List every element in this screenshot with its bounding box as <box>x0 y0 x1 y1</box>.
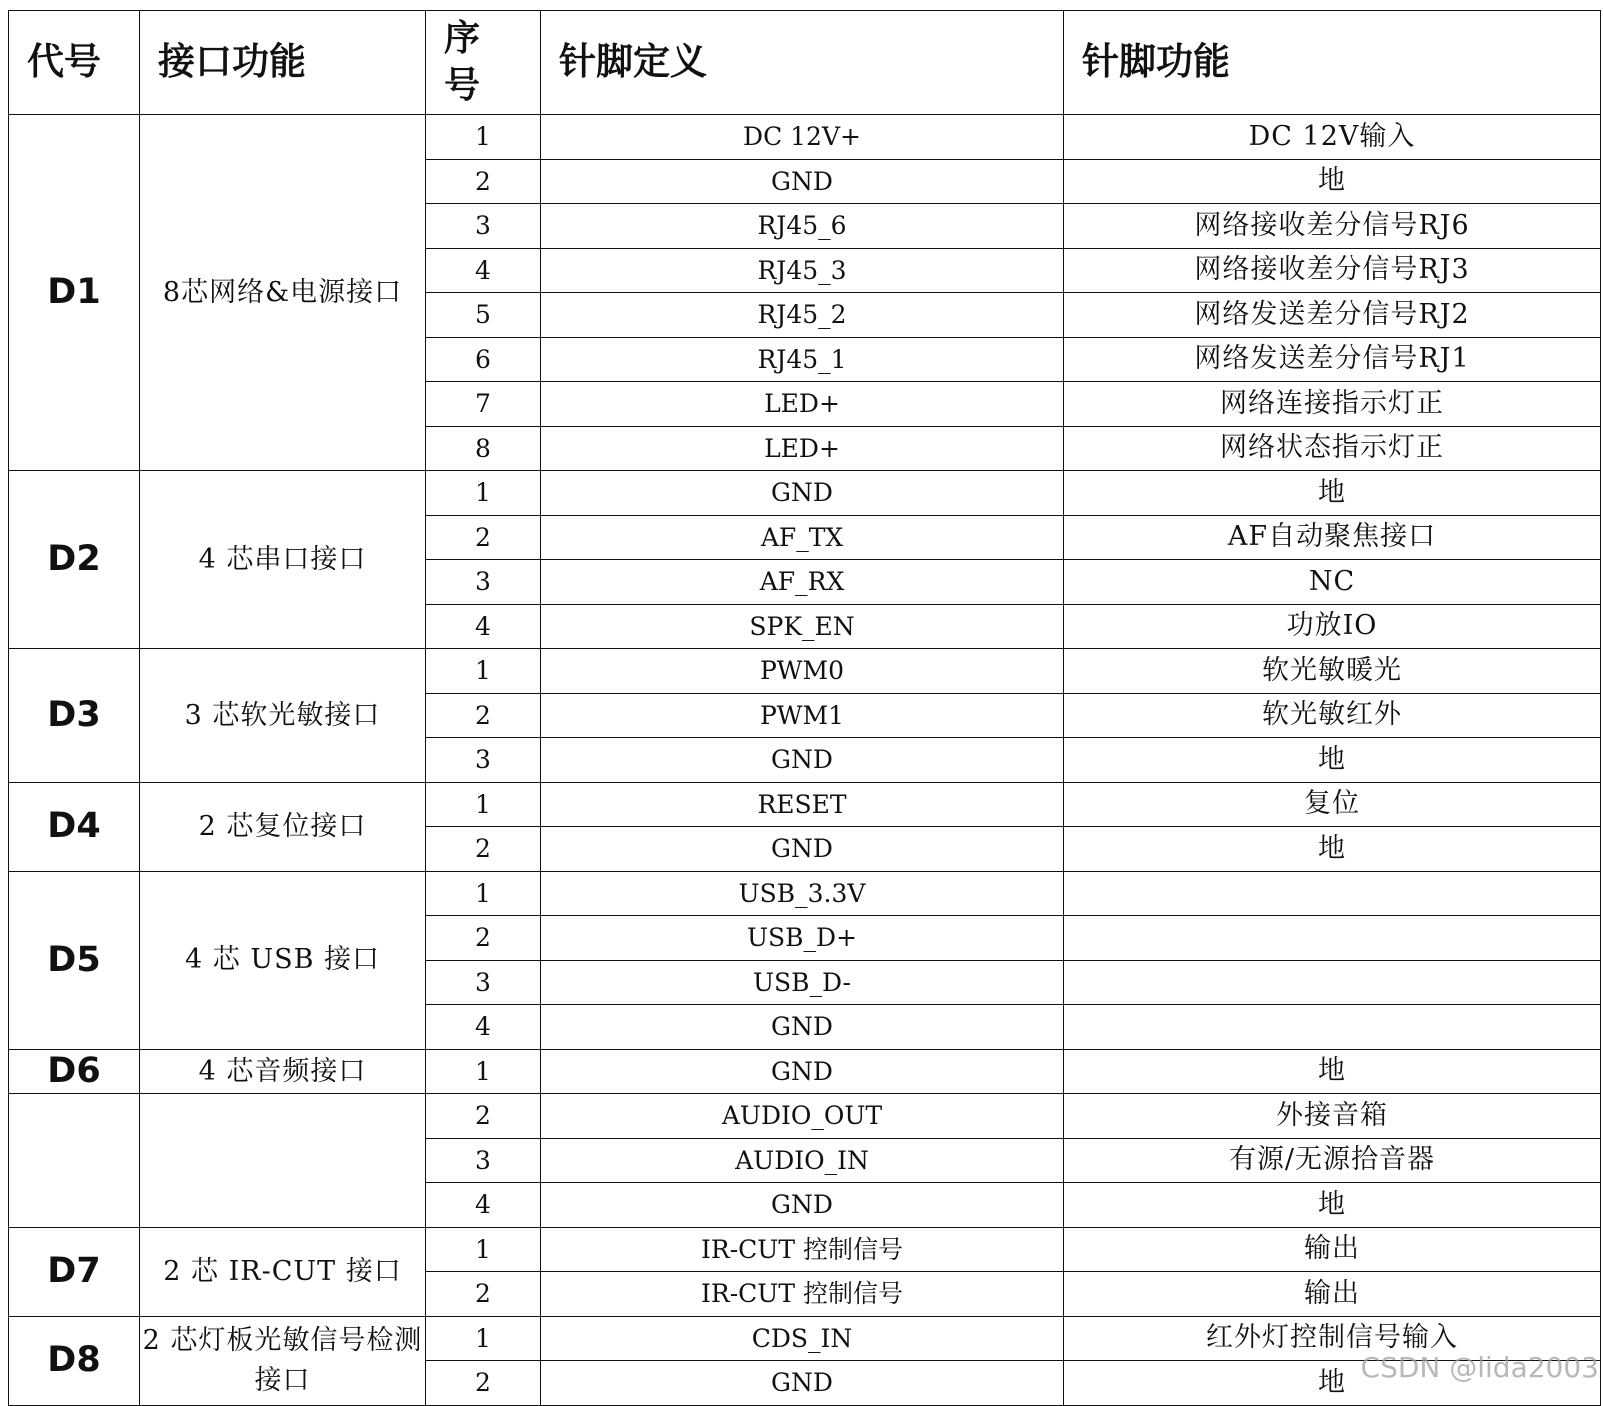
pin-number-cell: 3 <box>426 560 541 605</box>
pin-function-cell: NC <box>1064 560 1601 605</box>
pin-definition-cell: RJ45_3 <box>541 248 1064 293</box>
pin-definition-cell: SPK_EN <box>541 604 1064 649</box>
pin-definition-cell: RJ45_1 <box>541 337 1064 382</box>
table-body <box>9 115 1601 1406</box>
table-row <box>9 1227 1601 1272</box>
pin-definition-cell: RESET <box>541 782 1064 827</box>
pin-definition-cell: AUDIO_OUT <box>541 1094 1064 1139</box>
table-row <box>9 471 1601 516</box>
pin-number-cell: 1 <box>426 1049 541 1094</box>
pin-number-cell: 2 <box>426 827 541 872</box>
pin-number-cell: 8 <box>426 426 541 471</box>
pin-number-cell: 2 <box>426 1272 541 1317</box>
table-row <box>9 649 1601 694</box>
pin-number-cell: 6 <box>426 337 541 382</box>
pin-function-cell: 外接音箱 <box>1064 1094 1601 1139</box>
pin-number-cell: 3 <box>426 960 541 1005</box>
pin-definition-cell: DC 12V+ <box>541 115 1064 160</box>
pin-definition-cell: CDS_IN <box>541 1316 1064 1361</box>
interface-code-cell: D3 <box>9 649 140 783</box>
table-row <box>9 1049 1601 1094</box>
pin-function-cell: 网络接收差分信号RJ3 <box>1064 248 1601 293</box>
pin-function-cell: 地 <box>1064 1183 1601 1228</box>
pin-definition-cell: GND <box>541 1049 1064 1094</box>
pin-definition-cell: GND <box>541 738 1064 783</box>
pin-definition-cell: GND <box>541 159 1064 204</box>
pin-function-cell <box>1064 960 1601 1005</box>
pin-number-cell: 5 <box>426 293 541 338</box>
pin-number-cell: 1 <box>426 871 541 916</box>
interface-code-cell: D6 <box>9 1049 140 1094</box>
pin-definition-cell: RJ45_6 <box>541 204 1064 249</box>
pin-number-cell: 2 <box>426 159 541 204</box>
pin-function-cell: DC 12V输入 <box>1064 115 1601 160</box>
pin-definition-cell: AF_TX <box>541 515 1064 560</box>
pin-definition-cell: IR-CUT 控制信号 <box>541 1272 1064 1317</box>
pin-number-cell: 4 <box>426 248 541 293</box>
pin-number-cell: 2 <box>426 1094 541 1139</box>
pin-number-cell: 1 <box>426 1227 541 1272</box>
pin-number-cell: 1 <box>426 471 541 516</box>
pin-definition-cell: USB_3.3V <box>541 871 1064 916</box>
pin-definition-table <box>8 10 1601 1406</box>
header-code: 代号 <box>9 11 140 115</box>
pin-definition-cell: LED+ <box>541 426 1064 471</box>
pin-definition-cell: GND <box>541 471 1064 516</box>
pin-function-cell: 网络发送差分信号RJ1 <box>1064 337 1601 382</box>
watermark: CSDN @lida2003 <box>1360 1351 1599 1384</box>
pin-number-cell: 4 <box>426 604 541 649</box>
interface-code-cell: D7 <box>9 1227 140 1316</box>
pin-function-cell: 网络发送差分信号RJ2 <box>1064 293 1601 338</box>
pin-function-cell: 地 <box>1064 827 1601 872</box>
pin-function-cell: 地 <box>1064 738 1601 783</box>
interface-code-cell: D4 <box>9 782 140 871</box>
pin-function-cell: 地 <box>1064 159 1601 204</box>
pin-definition-cell: GND <box>541 1361 1064 1406</box>
pin-function-cell: 地 <box>1064 471 1601 516</box>
pin-definition-cell: GND <box>541 1183 1064 1228</box>
interface-code-cell: D1 <box>9 115 140 471</box>
pin-number-cell: 1 <box>426 649 541 694</box>
interface-function-cell: 3 芯软光敏接口 <box>140 649 426 783</box>
interface-code-cell <box>9 1094 140 1228</box>
pin-number-cell: 2 <box>426 515 541 560</box>
pin-function-cell: 有源/无源拾音器 <box>1064 1138 1601 1183</box>
pin-definition-cell: PWM0 <box>541 649 1064 694</box>
pin-function-cell: AF自动聚焦接口 <box>1064 515 1601 560</box>
header-pin-def: 针脚定义 <box>541 11 1064 115</box>
header-seq-top: 序 <box>444 17 481 59</box>
pin-function-cell: 软光敏红外 <box>1064 693 1601 738</box>
interface-code-cell: D5 <box>9 871 140 1049</box>
pin-number-cell: 3 <box>426 1138 541 1183</box>
header-row <box>9 11 1601 115</box>
pin-number-cell: 2 <box>426 693 541 738</box>
interface-function-cell: 4 芯 USB 接口 <box>140 871 426 1049</box>
interface-code-cell: D8 <box>9 1316 140 1405</box>
header-pin-func: 针脚功能 <box>1064 11 1601 115</box>
pin-definition-cell: PWM1 <box>541 693 1064 738</box>
pin-definition-cell: GND <box>541 1005 1064 1050</box>
pin-definition-cell: GND <box>541 827 1064 872</box>
pin-definition-cell: AF_RX <box>541 560 1064 605</box>
table-row <box>9 1094 1601 1139</box>
interface-function-cell: 2 芯复位接口 <box>140 782 426 871</box>
interface-function-cell: 4 芯音频接口 <box>140 1049 426 1094</box>
pin-number-cell: 1 <box>426 1316 541 1361</box>
table-row <box>9 871 1601 916</box>
pin-function-cell: 地 <box>1064 1049 1601 1094</box>
pin-function-cell: 地 <box>1064 1361 1601 1406</box>
pin-number-cell: 3 <box>426 738 541 783</box>
interface-function-cell: 4 芯串口接口 <box>140 471 426 649</box>
pin-function-cell <box>1064 871 1601 916</box>
header-interface: 接口功能 <box>140 11 426 115</box>
pin-definition-cell: RJ45_2 <box>541 293 1064 338</box>
pin-number-cell: 4 <box>426 1005 541 1050</box>
interface-function-cell <box>140 1094 426 1228</box>
pin-function-cell: 红外灯控制信号输入 <box>1064 1316 1601 1361</box>
table-row <box>9 782 1601 827</box>
pin-function-cell: 网络状态指示灯正 <box>1064 426 1601 471</box>
pin-function-cell: 输出 <box>1064 1227 1601 1272</box>
pin-number-cell: 1 <box>426 782 541 827</box>
pin-number-cell: 3 <box>426 204 541 249</box>
interface-function-cell: 8芯网络&电源接口 <box>140 115 426 471</box>
pin-definition-cell: IR-CUT 控制信号 <box>541 1227 1064 1272</box>
interface-code-cell: D2 <box>9 471 140 649</box>
header-seq <box>426 11 541 115</box>
pin-function-cell: 复位 <box>1064 782 1601 827</box>
pin-definition-cell: USB_D- <box>541 960 1064 1005</box>
pin-definition-cell: LED+ <box>541 382 1064 427</box>
pin-number-cell: 2 <box>426 1361 541 1406</box>
pin-function-cell: 输出 <box>1064 1272 1601 1317</box>
pin-function-cell <box>1064 1005 1601 1050</box>
interface-function-cell: 2 芯 IR-CUT 接口 <box>140 1227 426 1316</box>
header-seq-bottom: 号 <box>444 64 481 106</box>
pin-definition-cell: USB_D+ <box>541 916 1064 961</box>
pin-function-cell: 功放IO <box>1064 604 1601 649</box>
pin-number-cell: 4 <box>426 1183 541 1228</box>
pin-function-cell: 软光敏暖光 <box>1064 649 1601 694</box>
table-row <box>9 115 1601 160</box>
pin-number-cell: 2 <box>426 916 541 961</box>
pin-function-cell: 网络接收差分信号RJ6 <box>1064 204 1601 249</box>
pin-definition-cell: AUDIO_IN <box>541 1138 1064 1183</box>
pin-number-cell: 7 <box>426 382 541 427</box>
pin-function-cell <box>1064 916 1601 961</box>
interface-function-cell: 2 芯灯板光敏信号检测接口 <box>140 1316 426 1405</box>
pin-number-cell: 1 <box>426 115 541 160</box>
pin-function-cell: 网络连接指示灯正 <box>1064 382 1601 427</box>
